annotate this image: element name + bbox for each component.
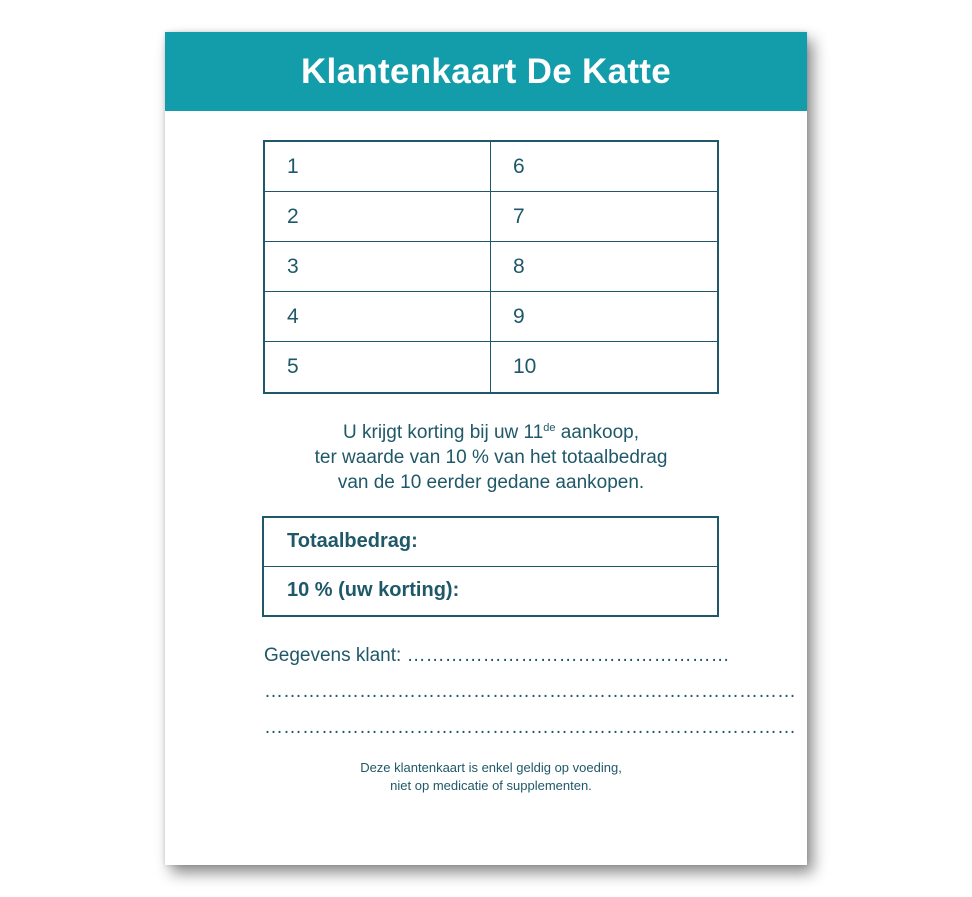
card-header bbox=[165, 32, 807, 111]
loyalty-card bbox=[165, 32, 807, 865]
stamp-cell: 8 bbox=[491, 242, 717, 292]
info-line-1-pre: U krijgt korting bij uw 11 bbox=[343, 422, 544, 443]
dotted-line: ………………………………………………………………………… bbox=[264, 681, 796, 702]
stamp-cell: 7 bbox=[491, 192, 717, 242]
info-line-1 bbox=[263, 420, 719, 445]
discount-label: 10 % (uw korting): bbox=[287, 579, 460, 602]
stamp-grid bbox=[263, 140, 719, 394]
info-line-2: ter waarde van 10 % van het totaalbedrag bbox=[314, 447, 668, 468]
info-line-1-post: aankoop, bbox=[555, 422, 639, 443]
disclaimer bbox=[263, 759, 719, 795]
stamp-cell: 5 bbox=[265, 342, 491, 392]
customer-details bbox=[264, 644, 796, 752]
dotted-line: …………………………………………… bbox=[406, 645, 730, 666]
stamp-cell: 2 bbox=[265, 192, 491, 242]
dotted-line: ………………………………………………………………………… bbox=[264, 717, 796, 738]
card-title: Klantenkaart De Katte bbox=[300, 51, 672, 91]
ordinal-suffix: de bbox=[543, 422, 556, 434]
discount-info bbox=[263, 420, 719, 495]
stamp-cell: 1 bbox=[265, 142, 491, 192]
disclaimer-line-1: Deze klantenkaart is enkel geldig op voeding, bbox=[360, 760, 622, 775]
customer-line-2 bbox=[264, 680, 796, 716]
disclaimer-line-2: niet op medicatie of supplementen. bbox=[390, 778, 592, 793]
totals-box bbox=[262, 516, 719, 617]
discount-row bbox=[264, 567, 717, 616]
customer-line-1 bbox=[264, 644, 730, 680]
stamp-cell: 4 bbox=[265, 292, 491, 342]
total-amount-label: Totaalbedrag: bbox=[287, 530, 418, 553]
stamp-cell: 9 bbox=[491, 292, 717, 342]
stamp-cell: 10 bbox=[513, 355, 537, 378]
customer-label: Gegevens klant: bbox=[264, 645, 402, 666]
info-line-3: van de 10 eerder gedane aankopen. bbox=[337, 472, 645, 493]
customer-line-3 bbox=[264, 716, 796, 752]
stamp-cell: 6 bbox=[491, 142, 717, 192]
stamp-cell: 3 bbox=[265, 242, 491, 292]
total-amount-row bbox=[264, 518, 717, 567]
